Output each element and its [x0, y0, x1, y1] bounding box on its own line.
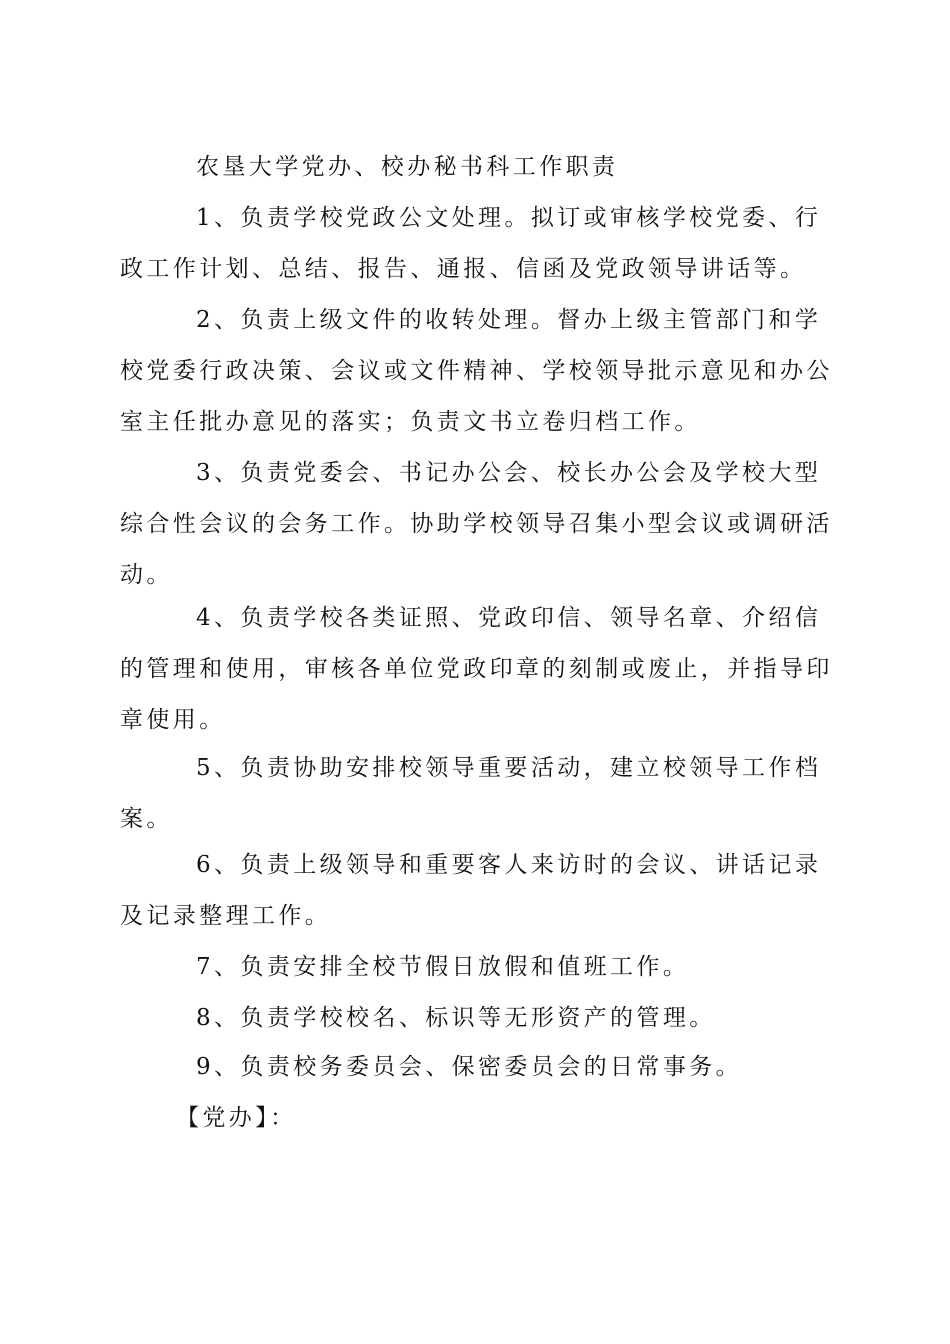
duty-item-2: 2、负责上级文件的收转处理。督办上级主管部门和学校党委行政决策、会议或文件精神、学校领导批示意见和办公室主任批办意见的落实；负责文书立卷归档工作。 — [120, 307, 833, 435]
section-label: 【党办】： — [176, 1105, 297, 1131]
duty-item-9: 9、负责校务委员会、保密委员会的日常事务。 — [196, 1054, 743, 1080]
duty-item-7: 7、负责安排全校节假日放假和值班工作。 — [196, 954, 690, 980]
duty-item-8: 8、负责学校校名、标识等无形资产的管理。 — [196, 1005, 716, 1031]
duty-item-6: 6、负责上级领导和重要客人来访时的会议、讲话记录及记录整理工作。 — [120, 852, 822, 929]
duty-item-5: 5、负责协助安排校领导重要活动，建立校领导工作档案。 — [120, 755, 822, 832]
duty-item-1: 1、负责学校党政公文处理。拟订或审核学校党委、行政工作计划、总结、报告、通报、信函及党政领导讲话等。 — [120, 205, 822, 282]
document-title: 农垦大学党办、校办秘书科工作职责 — [196, 154, 619, 180]
duty-item-3: 3、负责党委会、书记办公会、校长办公会及学校大型综合性会议的会务工作。协助学校领导召集小型会议或调研活动。 — [120, 460, 833, 588]
duty-item-4: 4、负责学校各类证照、党政印信、领导名章、介绍信的管理和使用，审核各单位党政印章的刻制或废止，并指导印章使用。 — [120, 605, 833, 733]
